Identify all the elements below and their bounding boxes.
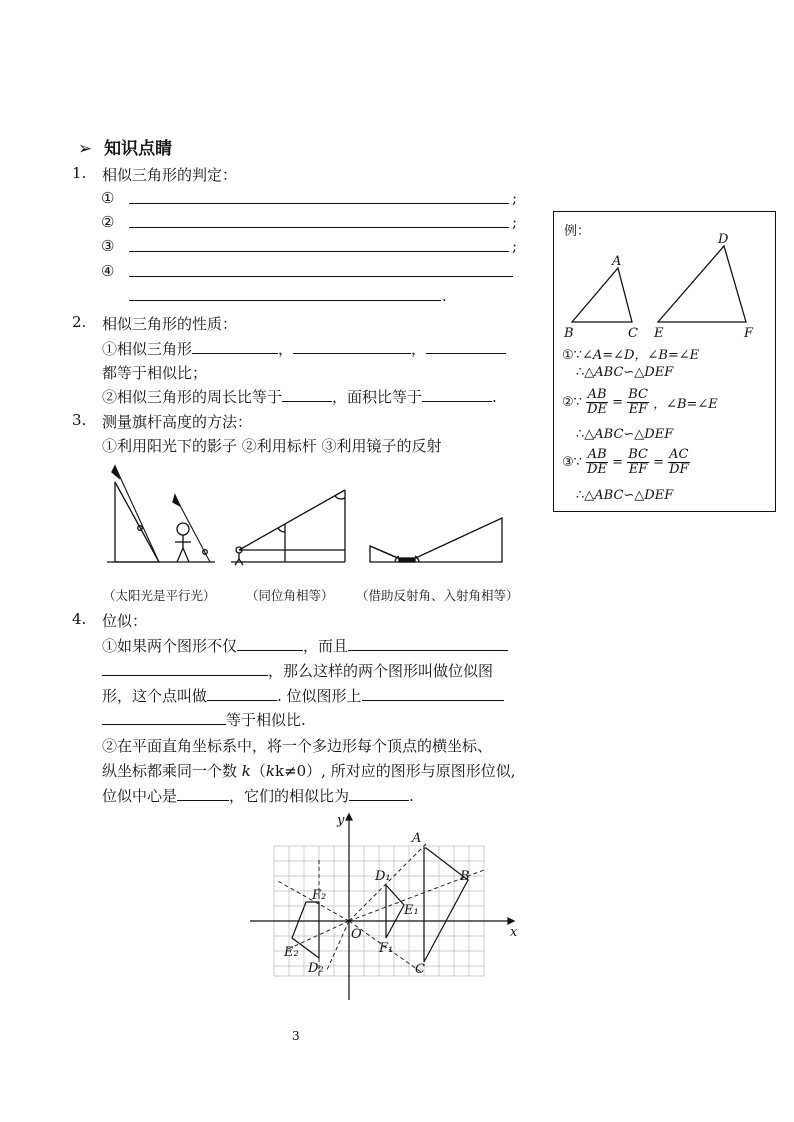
item-3-number: 3. [72, 411, 87, 429]
criterion-2-semicolon: ; [512, 213, 518, 231]
label-A: A [612, 254, 622, 269]
example-box [553, 211, 776, 512]
criterion-3-semicolon: ; [512, 237, 518, 255]
homothety-line-4: 等于相似比. [102, 709, 306, 730]
property-line-1: ①相似三角形 ， ， [102, 338, 506, 359]
point-A: A [412, 831, 422, 846]
example-triangles [560, 232, 772, 344]
x-axis-label: x [510, 925, 518, 940]
property-line-2: 都等于相似比； [102, 364, 208, 382]
triangle-D1E1F1 [386, 885, 404, 938]
criterion-1-blank [129, 190, 509, 208]
label-F: F [744, 326, 754, 341]
measurement-illustrations [95, 462, 515, 580]
origin-label: O [351, 927, 362, 942]
point-D1: D₁ [375, 869, 391, 884]
example-title: 例： [564, 224, 591, 239]
criterion-4-marker: ④ [101, 262, 115, 280]
section-heading [78, 134, 172, 159]
criterion-3-marker: ③ [101, 237, 115, 255]
criterion-2-blank [129, 214, 509, 232]
label-B: B [564, 326, 574, 341]
homothety-line-1: ①如果两个图形不仅 ，而且 [102, 635, 508, 656]
label-E: E [654, 326, 664, 341]
y-axis-label: y [337, 813, 345, 828]
point-D2: D₂ [308, 961, 324, 976]
criterion-1-semicolon: ; [512, 189, 518, 207]
point-E2: E₂ [284, 945, 299, 960]
y-axis-arrow-icon [346, 814, 352, 820]
point-B: B [460, 869, 470, 884]
measurement-methods: ①利用阳光下的影子 ②利用标杆 ③利用镜子的反射 [102, 437, 442, 455]
criterion-4-blank-a [129, 263, 513, 281]
benchmark-pole-diagram [231, 490, 345, 565]
condition-2: ②∵ $\frac{AB}{DE}$ = $\frac{BC}{EF}$ ，∠B=∠E [562, 387, 718, 417]
conclusion-2: ∴△ABC∽△DEF [576, 427, 674, 442]
point-C: C [415, 962, 425, 977]
homothety-line-2: ，那么这样的两个图形叫做位似图 [102, 660, 493, 681]
property-line-3: ②相似三角形的周长比等于 ，面积比等于 . [102, 388, 497, 406]
criterion-4-period: . [442, 287, 447, 305]
criterion-3-blank [129, 238, 509, 256]
mirror-reflection-diagram [370, 518, 502, 562]
triangle-DEF [658, 246, 746, 322]
homothety-line-3: 形，这个点叫做 . 位似图形上 [102, 685, 504, 706]
grid-lines [274, 846, 484, 976]
condition-3: ③∵ $\frac{AB}{DE}$ = $\frac{BC}{EF}$ = $\frac{AC}{DF}$ [562, 447, 689, 477]
criterion-4-blank-b [129, 287, 441, 305]
point-F2: F₂ [312, 888, 327, 903]
conclusion-3: ∴△ABC∽△DEF [576, 488, 674, 503]
caption-benchmark: （同位角相等） [246, 588, 334, 603]
section-title: 知识点睛 [104, 139, 173, 159]
item-1-text: 相似三角形的判定： [102, 166, 238, 184]
sun-shadow-diagram [107, 466, 215, 562]
condition-1: ①∵∠A=∠D，∠B=∠E [562, 348, 700, 363]
item-2-number: 2. [72, 313, 87, 331]
point-E1: E₁ [404, 903, 419, 918]
label-D: D [718, 232, 729, 247]
criterion-2-marker: ② [101, 213, 115, 231]
label-C: C [628, 326, 638, 341]
caption-mirror: （借助反射角、入射角相等） [356, 588, 519, 603]
x-axis-arrow-icon [508, 918, 514, 924]
item-2-text: 相似三角形的性质： [102, 315, 238, 333]
arrow-bullet-icon: ➢ [78, 139, 93, 159]
item-3-text: 测量旗杆高度的方法： [102, 413, 253, 431]
item-4-number: 4. [72, 610, 87, 628]
triangle-ABC [572, 268, 632, 322]
criterion-1-marker: ① [101, 189, 115, 207]
homothety-line-6: 纵坐标都乘同一个数 k（kk≠0）, 所对应的图形与原图形位似, [102, 762, 516, 780]
conclusion-1: ∴△ABC∽△DEF [576, 365, 674, 380]
item-4-text: 位似： [102, 612, 148, 630]
homothety-line-5: ②在平面直角坐标系中，将一个多边形每个顶点的横坐标、 [102, 737, 493, 755]
caption-shadow: （太阳光是平行光） [103, 588, 216, 603]
page-number: 3 [292, 1029, 300, 1043]
homothety-line-7: 位似中心是 ，它们的相似比为 . [102, 787, 414, 805]
point-F1: F₁ [379, 941, 394, 956]
item-1-number: 1. [72, 164, 87, 182]
homothety-coordinate-graph [246, 810, 518, 1006]
quadrilateral-ABC [424, 848, 468, 962]
